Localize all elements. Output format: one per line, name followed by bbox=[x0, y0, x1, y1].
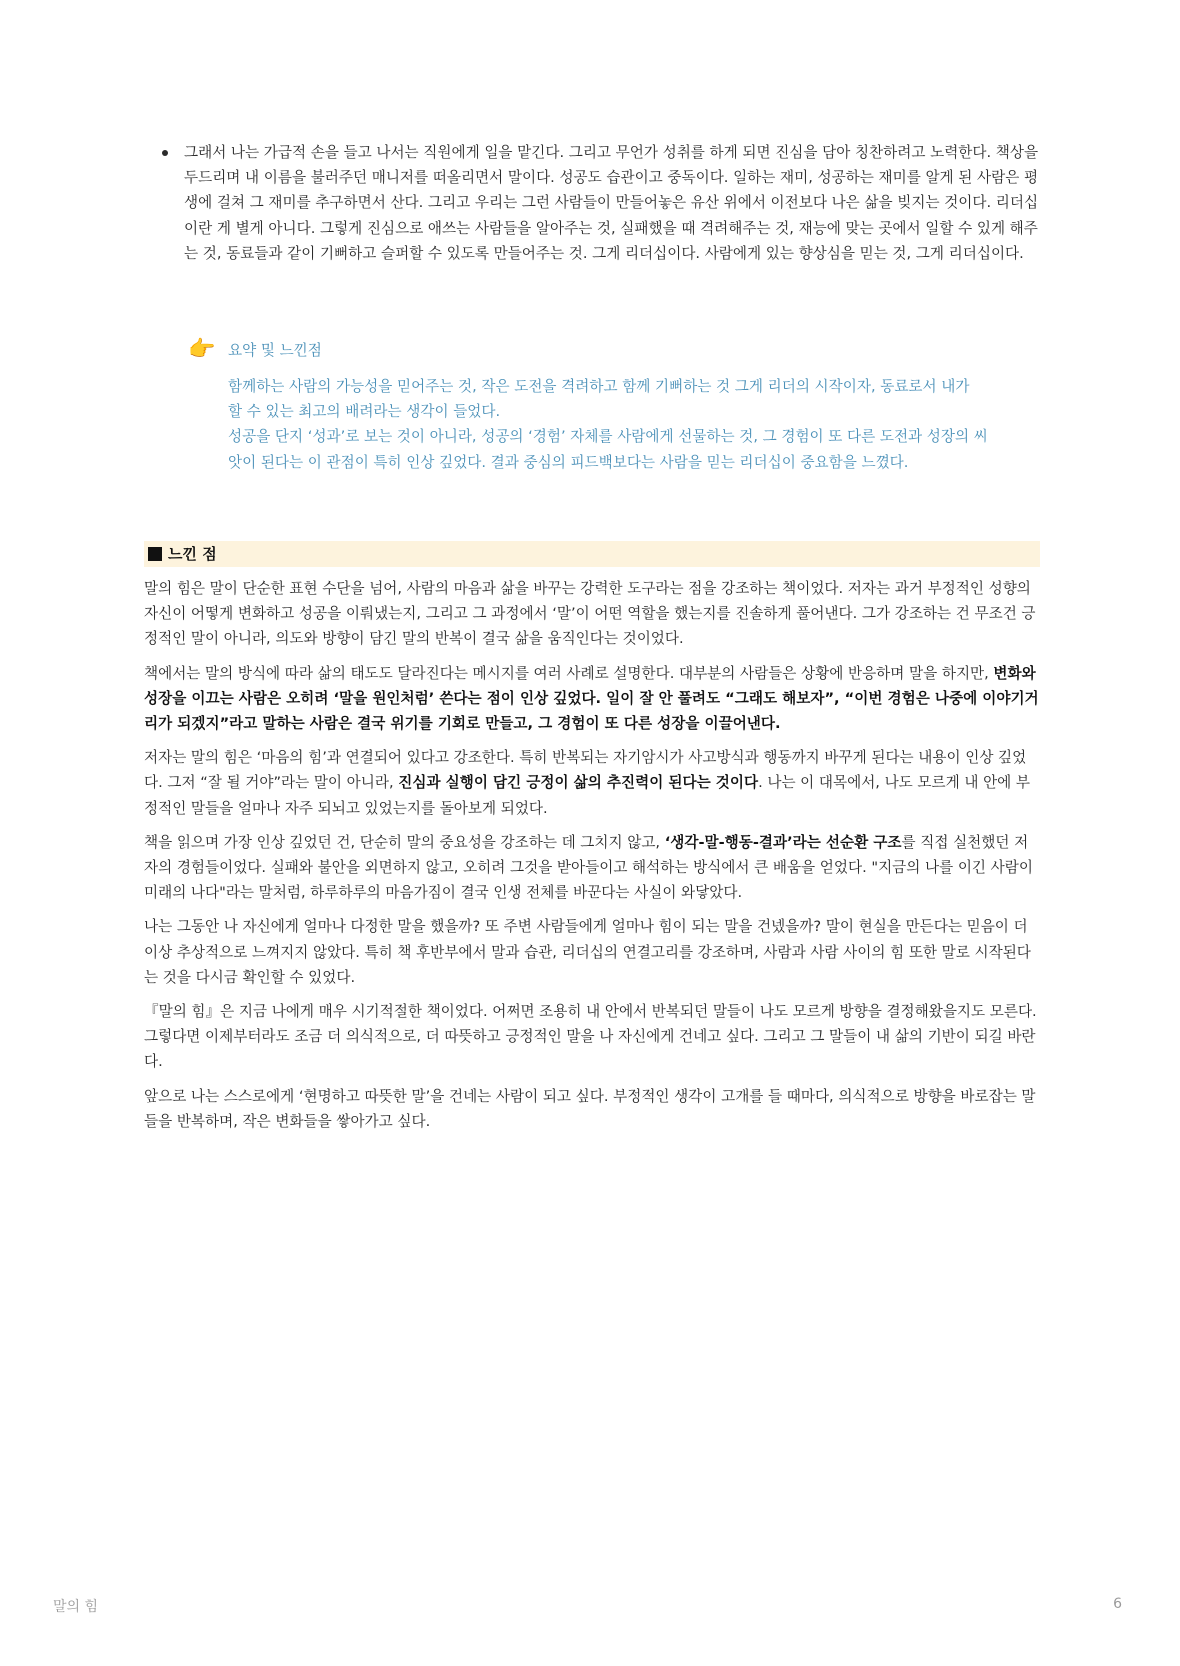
text-span: 책을 읽으며 가장 인상 깊었던 건, 단순히 말의 중요성을 강조하는 데 그치지 않고, bbox=[144, 833, 665, 851]
paragraph bbox=[144, 745, 1040, 821]
footer-document-title: 말의 힘 bbox=[53, 1599, 99, 1615]
paragraph bbox=[144, 830, 1040, 906]
paragraph bbox=[144, 661, 1040, 737]
callout-body bbox=[228, 374, 988, 475]
text-span: 책에서는 말의 방식에 따라 삶의 태도도 달라진다는 메시지를 여러 사례로 설명한다. 대부분의 사람들은 상황에 반응하며 말을 하지만, bbox=[144, 664, 994, 682]
paragraph: 말의 힘은 말이 단순한 표현 수단을 넘어, 사람의 마음과 삶을 바꾸는 강력한 도구라는 점을 강조하는 책이었다. 저자는 과거 부정적인 성향의 자신이 어떻게 변화하고 성공을 이뤄냈는지, 그리고 그 과정에서 ‘말’이 어떤 역할을 했는지를 진솔하게 풀어낸다. 그가 강조하는 건 무조건 긍정적인 말이 아니라, 의도와 방향이 담긴 말의 반복이 결국 삶을 움직인다는 것이었다. bbox=[144, 580, 1036, 648]
text-span: . 나는 이 대목에서, 나도 모르게 내 안에 부정적인 말들을 얼마나 자주 되뇌고 있었는지를 돌아보게 되었다. bbox=[144, 774, 1031, 817]
callout-header bbox=[188, 338, 988, 364]
text-span: 저자는 말의 힘은 ‘마음의 힘’과 연결되어 있다고 강조한다. 특히 반복되는 자기암시가 사고방식과 행동까지 바꾸게 된다는 내용이 인상 깊었다. 그저 “잘 될 거야”라는 말이 아니라, bbox=[144, 749, 1027, 792]
bullet-text: 그래서 나는 가급적 손을 들고 나서는 직원에게 일을 맡긴다. 그리고 무언가 성취를 하게 되면 진심을 담아 칭찬하려고 노력한다. 책상을 두드리며 내 이름을 불러주던 매니저를 떠올리면서 말이다. 성공도 습관이고 중독이다. 일하는 재미, 성공하는 재미를 알게 된 사람은 평생에 걸쳐 그 재미를 추구하면서 산다. 그리고 우리는 그런 사람들이 만들어놓은 유산 위에서 이전보다 나은 삶을 빚지는 것이다. 리더십이란 게 별게 아니다. 그렇게 진심으로 애쓰는 사람들을 알아주는 것, 실패했을 때 격려해주는 것, 재능에 맞는 곳에서 일할 수 있게 해주는 것, 동료들과 같이 기뻐하고 슬퍼할 수 있도록 만들어주는 것. 그게 리더십이다. 사람에게 있는 향상심을 믿는 것, 그게 리더십이다. bbox=[184, 144, 1039, 262]
body-text bbox=[144, 576, 1040, 1143]
bold-text: 진심과 실행이 담긴 긍정이 삶의 추진력이 된다는 것이다 bbox=[398, 774, 759, 792]
callout-title: 요약 및 느낀점 bbox=[228, 342, 322, 359]
section-title: 느낀 점 bbox=[168, 545, 217, 563]
paragraph: 앞으로 나는 스스로에게 ‘현명하고 따뜻한 말’을 건네는 사람이 되고 싶다. 부정적인 생각이 고개를 들 때마다, 의식적으로 방향을 바로잡는 말들을 반복하며, 작은 변화들을 쌓아가고 싶다. bbox=[144, 1087, 1036, 1130]
section-header bbox=[144, 541, 1040, 567]
paragraph: 나는 그동안 나 자신에게 얼마나 다정한 말을 했을까? 또 주변 사람들에게 얼마나 힘이 되는 말을 건넸을까? 말이 현실을 만든다는 믿음이 더 이상 추상적으로 느껴지지 않았다. 특히 책 후반부에서 말과 습관, 리더십의 연결고리를 강조하며, 사람과 사람 사이의 힘 또한 말로 시작된다는 것을 다시금 확인할 수 있었다. bbox=[144, 918, 1031, 986]
callout-paragraph: 성공을 단지 ‘성과’로 보는 것이 아니라, 성공의 ‘경험’ 자체를 사람에게 선물하는 것, 그 경험이 또 다른 도전과 성장의 씨앗이 된다는 이 관점이 특히 인상 깊었다. 결과 중심의 피드백보다는 사람을 믿는 리더십이 중요함을 느꼈다. bbox=[228, 428, 988, 471]
paragraph: 『말의 힘』은 지금 나에게 매우 시기적절한 책이었다. 어쩌면 조용히 내 안에서 반복되던 말들이 나도 모르게 방향을 결정해왔을지도 모른다. 그렇다면 이제부터라도 조금 더 의식적으로, 더 따뜻하고 긍정적인 말을 나 자신에게 건네고 싶다. 그리고 그 말들이 내 삶의 기반이 되길 바란다. bbox=[144, 1003, 1037, 1071]
text-span: 를 직접 실천했던 저자의 경험들이었다. 실패와 불안을 외면하지 않고, 오히려 그것을 받아들이고 해석하는 방식에서 큰 배움을 얻었다. "지금의 나를 이긴 사람이 미래의 나다"라는 말처럼, 하루하루의 마음가짐이 결국 인생 전체를 바꾼다는 사실이 와닿았다. bbox=[144, 833, 1033, 902]
callout-paragraph: 함께하는 사람의 가능성을 믿어주는 것, 작은 도전을 격려하고 함께 기뻐하는 것 그게 리더의 시작이자, 동료로서 내가 할 수 있는 최고의 배려라는 생각이 들었다. bbox=[228, 378, 970, 421]
summary-callout bbox=[188, 338, 988, 475]
pointing-hand-icon: 👉 bbox=[188, 337, 216, 362]
footer-page-number: 6 bbox=[1113, 1596, 1122, 1612]
bullet-dot bbox=[162, 150, 168, 156]
black-square-icon bbox=[148, 547, 162, 561]
bullet-item bbox=[184, 140, 1040, 266]
bold-text: 변화와 성장을 이끄는 사람은 오히려 ‘말을 원인처럼’ 쓴다는 점이 인상 깊었다. 일이 잘 안 풀려도 “그래도 해보자”, “이번 경험은 나중에 이야기거리가 되겠지”라고 말하는 사람은 결국 위기를 기회로 만들고, 그 경험이 또 다른 성장을 이끌어낸다. bbox=[144, 664, 1039, 733]
bold-text: ‘생각-말-행동-결과’라는 선순환 구조 bbox=[664, 833, 902, 851]
